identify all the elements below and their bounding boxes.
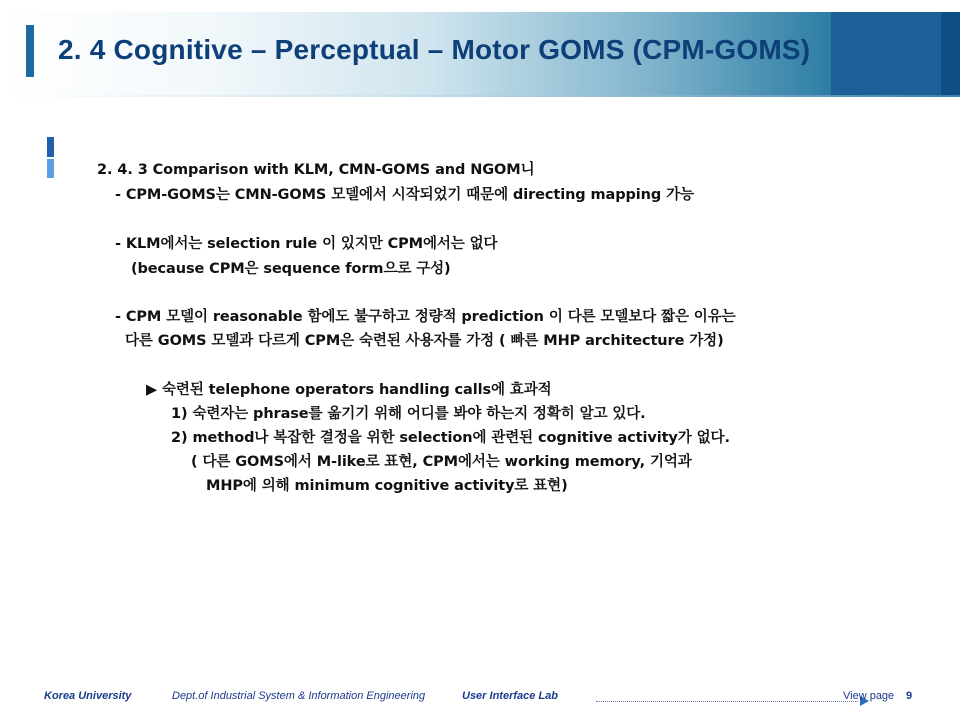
bullet-klm-note: (because CPM은 sequence form으로 구성) (131, 261, 451, 277)
footer-department: Dept.of Industrial System & Information Engineering (172, 690, 426, 702)
footer-university: Korea University (44, 690, 132, 702)
bullet-cpm-prediction-cont: 다른 GOMS 모델과 다르게 CPM은 숙련된 사용자를 가정 ( 빠른 MHP architecture 가정) (125, 333, 724, 349)
footer-lab: User Interface Lab (462, 690, 558, 702)
reason-2-note-cont: MHP에 의해 minimum cognitive activity로 표현) (206, 478, 568, 494)
banner-accent-square (831, 12, 941, 96)
effective-for-operators: ▶ 숙련된 telephone operators handling calls에 효과적 (146, 382, 552, 398)
banner-accent-edge (941, 12, 960, 96)
bullet-cpm-prediction: - CPM 모델이 reasonable 함에도 불구하고 정량적 prediction 이 다른 모델보다 짧은 이유는 (115, 309, 736, 325)
bullet-cpm-from-cmn: - CPM-GOMS는 CMN-GOMS 모델에서 시작되었기 때문에 directing mapping 가능 (115, 187, 694, 203)
reason-2-note: ( 다른 GOMS에서 M-like로 표현, CPM에서는 working memory, 기억과 (191, 454, 692, 470)
footer-view-page-label: View page (843, 690, 895, 702)
slide-title: 2. 4 Cognitive – Perceptual – Motor GOMS (CPM-GOMS) (58, 34, 811, 65)
footer-page-number: 9 (906, 690, 913, 702)
reason-2: 2) method나 복잡한 결정을 위한 selection에 관련된 cognitive activity가 없다. (171, 430, 730, 446)
section-marker-dark (47, 137, 54, 157)
section-heading: 2. 4. 3 Comparison with KLM, CMN-GOMS and NGOM니 (97, 162, 535, 178)
section-marker-light (47, 159, 54, 178)
footer-dotted-line (596, 701, 858, 702)
footer (44, 690, 924, 704)
banner-underline (0, 95, 960, 97)
reason-1: 1) 숙련자는 phrase를 옮기기 위해 어디를 봐야 하는지 정확히 알고 있다. (171, 406, 646, 422)
bullet-klm-selection-rule: - KLM에서는 selection rule 이 있지만 CPM에서는 없다 (115, 236, 498, 252)
title-accent-bar (26, 25, 34, 77)
